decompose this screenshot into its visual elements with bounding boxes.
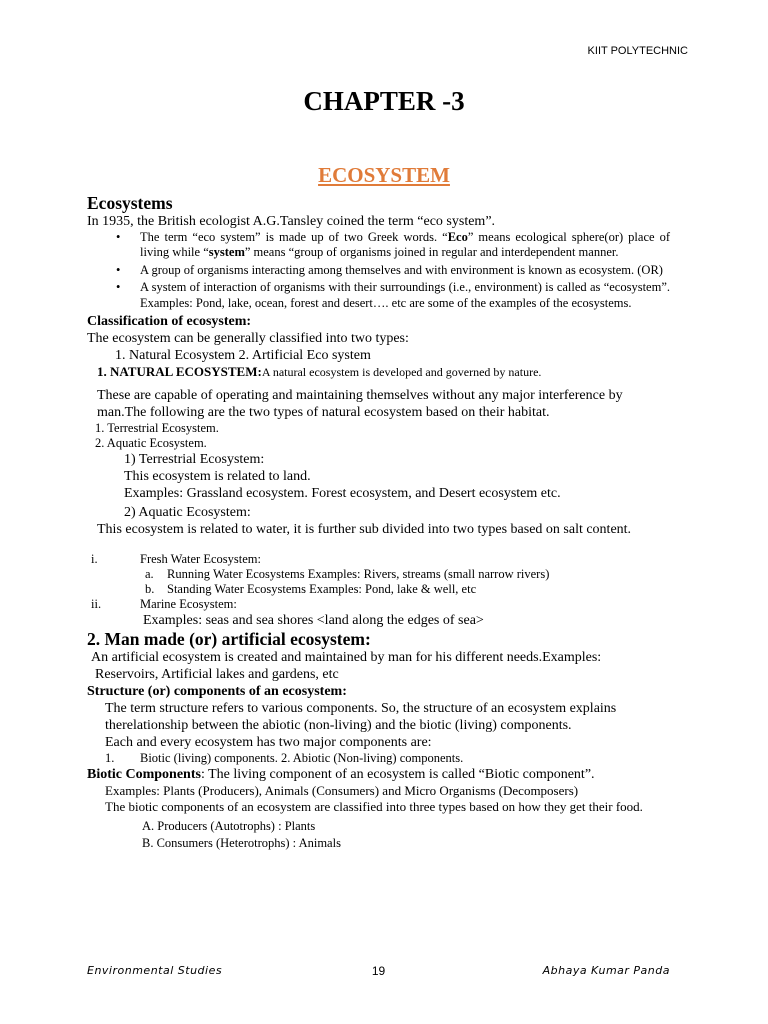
footer-subject: Environmental Studies: [87, 964, 223, 977]
marine-examples: Examples: seas and sea shores <land along the edges of sea>: [143, 612, 484, 628]
chapter-title: CHAPTER -3: [303, 86, 465, 116]
header-institution: KIIT POLYTECHNIC: [587, 45, 688, 57]
classification-heading: Classification of ecosystem:: [87, 314, 252, 330]
bullet-item: • The term “eco system” is made up of two Greek words. “Eco” means ecological sphere(or) place of living while “system” means “group of organisms joined in regular and interdependent manner.: [140, 230, 670, 261]
natural-type-1: 1. Terrestrial Ecosystem.: [95, 420, 219, 435]
natural-ecosystem: 1. NATURAL ECOSYSTEM:A natural ecosystem is developed and governed by nature.: [97, 364, 542, 380]
structure-line2: therelationship between the abiotic (non-living) and the biotic (living) components.: [105, 717, 572, 733]
ecosystems-heading: Ecosystems: [87, 193, 173, 213]
fresh-water-a: a. Running Water Ecosystems Examples: Rivers, streams (small narrow rivers): [145, 566, 550, 581]
ecosystems-bullets: [87, 230, 670, 311]
manmade-text2: Reservoirs, Artificial lakes and gardens, etc: [95, 666, 339, 682]
natural-capable-text: These are capable of operating and maintaining themselves without any major interference by man.The following are the two types of natural ecosystem based on their habitat.: [97, 387, 623, 420]
aquatic-text: This ecosystem is related to water, it is further sub divided into two types based on salt content.: [97, 521, 632, 537]
biotic-consumers: B. Consumers (Heterotrophs) : Animals: [142, 836, 341, 851]
bullet-item: • A system of interaction of organisms with their surroundings (i.e., environment) is called as “ecosystem”. Examples: Pond, lake, ocean, forest and desert…. etc are some of the examples of the ecosystems.: [140, 280, 670, 311]
topic-title: ECOSYSTEM: [318, 163, 450, 187]
fresh-water-row: i. Fresh Water Ecosystem:: [91, 551, 261, 566]
natural-type-2: 2. Aquatic Ecosystem.: [95, 435, 207, 450]
terrestrial-line1: This ecosystem is related to land.: [124, 468, 311, 484]
aquatic-heading: 2) Aquatic Ecosystem:: [124, 504, 251, 520]
biotic-examples: Examples: Plants (Producers), Animals (Consumers) and Micro Organisms (Decomposers): [105, 782, 579, 798]
terrestrial-heading: 1) Terrestrial Ecosystem:: [124, 451, 265, 467]
structure-heading: Structure (or) components of an ecosystem:: [87, 683, 347, 699]
manmade-heading: 2. Man made (or) artificial ecosystem:: [87, 628, 371, 649]
classification-line1: The ecosystem can be generally classified into two types:: [87, 331, 409, 347]
structure-line3: Each and every ecosystem has two major components are:: [105, 734, 432, 750]
structure-line4: 1. Biotic (living) components. 2. Abiotic (Non-living) components.: [105, 750, 464, 765]
biotic-components: Biotic Components: The living component of an ecosystem is called “Biotic component”.: [87, 766, 595, 782]
page-content: [87, 193, 670, 852]
terrestrial-line2: Examples: Grassland ecosystem. Forest ecosystem, and Desert ecosystem etc.: [124, 485, 561, 501]
classification-line2: 1. Natural Ecosystem 2. Artificial Eco system: [115, 348, 371, 364]
biotic-producers: A. Producers (Autotrophs) : Plants: [142, 819, 316, 834]
bullet-item: • A group of organisms interacting among themselves and with environment is known as ecosystem. (OR): [140, 263, 670, 278]
footer-author: Abhaya Kumar Panda: [542, 964, 670, 977]
fresh-water-b: b. Standing Water Ecosystems Examples: Pond, lake & well, etc: [145, 581, 477, 596]
ecosystems-intro: In 1935, the British ecologist A.G.Tansley coined the term “eco system”.: [87, 214, 496, 229]
page-footer: [87, 964, 670, 982]
marine-row: ii. Marine Ecosystem:: [91, 596, 237, 611]
footer-page-number: 19: [371, 964, 386, 978]
biotic-classified: The biotic components of an ecosystem are classified into three types based on how they get their food.: [105, 799, 643, 815]
structure-line1: The term structure refers to various components. So, the structure of an ecosystem explains: [105, 700, 617, 716]
manmade-text: An artificial ecosystem is created and maintained by man for his different needs.Examples:: [91, 649, 602, 665]
